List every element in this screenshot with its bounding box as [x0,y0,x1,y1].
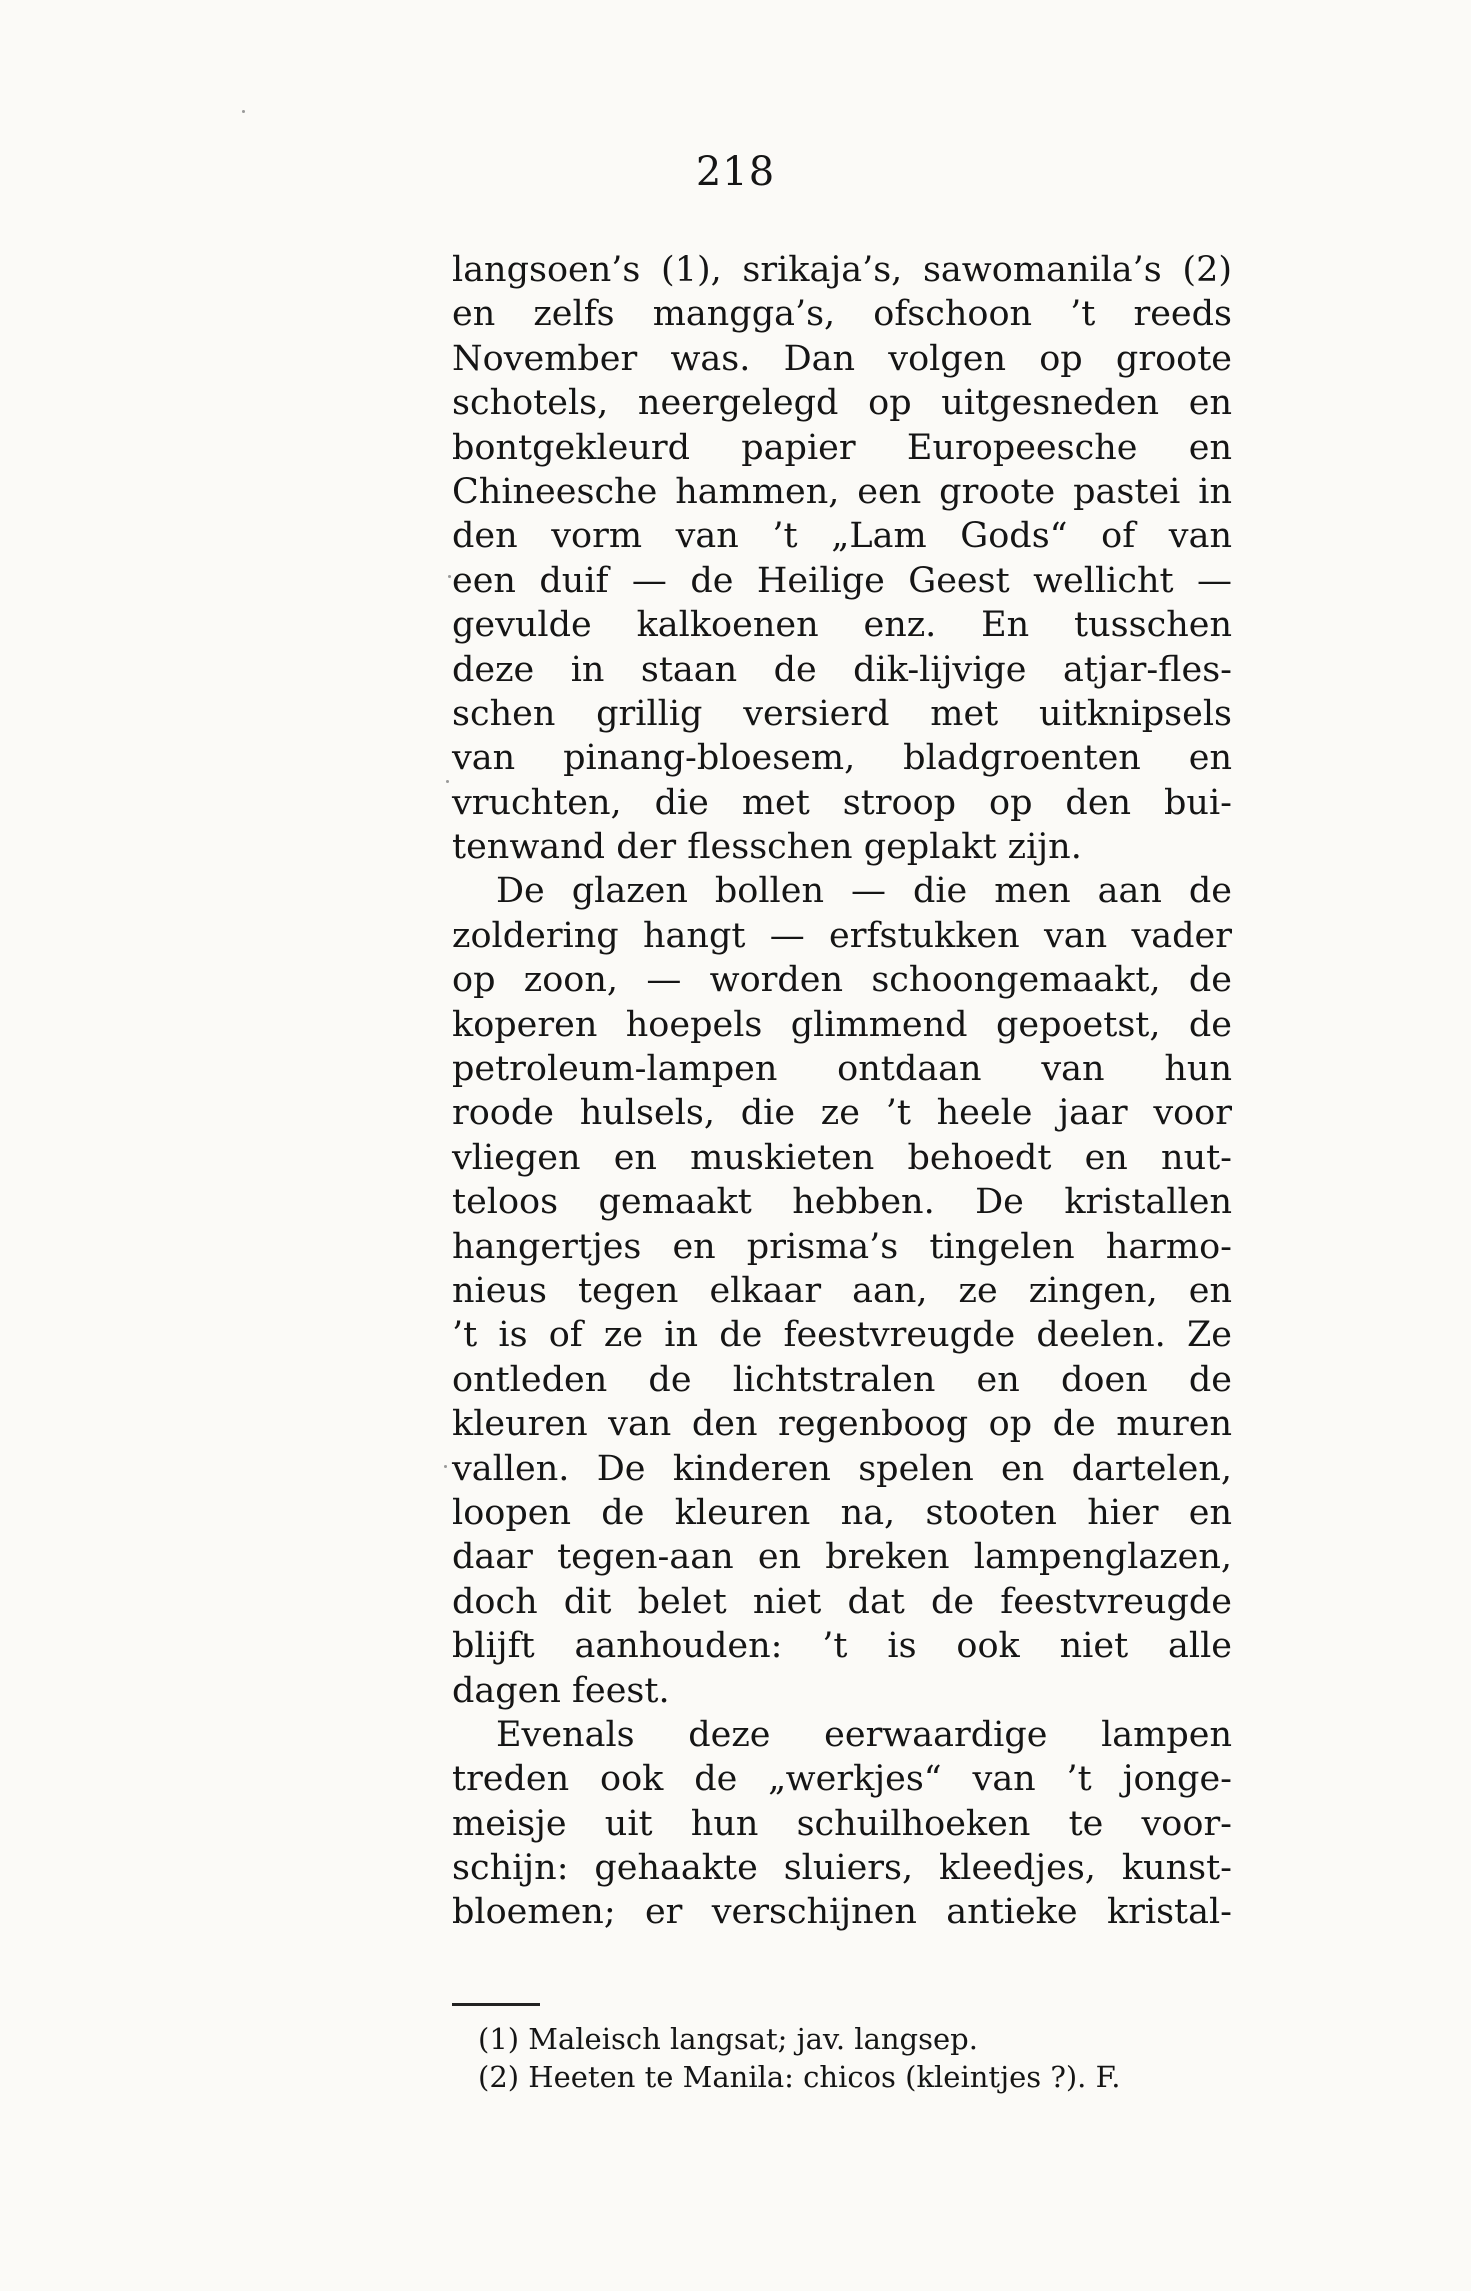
footnote-1: (1) Maleisch langsat; jav. langsep. [478,2022,978,2056]
text-line: loopen de kleuren na, stooten hier en [452,1492,1232,1533]
text-line: zoldering hangt — erfstukken van vader [452,915,1232,956]
text-line: van pinang-bloesem, bladgroenten en [452,738,1232,779]
text-line: deze in staan de dik-lijvige atjar-fles- [452,649,1232,690]
text-line: treden ook de „werkjes“ van ’t jonge- [452,1759,1232,1800]
text-line: bontgekleurd papier Europeesche en [452,427,1232,468]
paper-speck [444,1465,447,1468]
text-line: bloemen; er verschijnen antieke kristal- [452,1892,1232,1933]
text-line: gevulde kalkoenen enz. En tusschen [452,605,1232,646]
footnote-2: (2) Heeten te Manila: chicos (kleintjes ?). F. [478,2060,1121,2094]
text-line: kleuren van den regenboog op de muren [452,1404,1232,1445]
text-line: vruchten, die met stroop op den bui- [452,782,1232,823]
text-line: dagen feest. [452,1670,670,1711]
text-line: den vorm van ’t „Lam Gods“ of van [452,516,1232,557]
text-line: meisje uit hun schuilhoeken te voor- [452,1803,1232,1844]
text-line: roode hulsels, die ze ’t heele jaar voor [452,1093,1232,1134]
text-line: vliegen en muskieten behoedt en nut- [452,1137,1232,1178]
text-line: koperen hoepels glimmend gepoetst, de [452,1004,1232,1045]
text-line: doch dit belet niet dat de feestvreugde [452,1581,1232,1622]
text-line: vallen. De kinderen spelen en dartelen, [452,1448,1232,1489]
paper-speck [446,780,449,783]
text-line: op zoon, — worden schoongemaakt, de [452,960,1232,1001]
text-line: hangertjes en prisma’s tingelen harmo- [452,1226,1232,1267]
text-line: teloos gemaakt hebben. De kristallen [452,1182,1232,1223]
text-line: daar tegen-aan en breken lampenglazen, [452,1537,1232,1578]
text-line: De glazen bollen — die men aan de [496,871,1232,912]
text-line: ’t is of ze in de feestvreugde deelen. Ze [452,1315,1232,1356]
footnotes [478,2020,1248,2096]
text-line: langsoen’s (1), srikaja’s, sawomanila’s (2) [452,250,1232,290]
paper-speck [242,110,245,113]
text-line: schijn: gehaakte sluiers, kleedjes, kunst- [452,1848,1232,1889]
text-line: Chineesche hammen, een groote pastei in [452,471,1232,512]
text-line: petroleum-lampen ontdaan van hun [452,1049,1232,1090]
text-line: Evenals deze eerwaardige lampen [496,1714,1232,1755]
text-line: November was. Dan volgen op groote [452,338,1232,379]
footnote-divider [452,2003,540,2006]
text-line: tenwand der flesschen geplakt zijn. [452,827,1082,868]
text-line: schen grillig versierd met uitknipsels [452,693,1232,734]
paper-speck [448,575,451,578]
text-line: ontleden de lichtstralen en doen de [452,1359,1232,1400]
text-line: nieus tegen elkaar aan, ze zingen, en [452,1270,1232,1311]
text-line: blijft aanhouden: ’t is ook niet alle [452,1626,1232,1667]
text-line: een duif — de Heilige Geest wellicht — [452,560,1232,601]
body-text [452,248,1232,1935]
text-line: en zelfs mangga’s, ofschoon ’t reeds [452,294,1232,335]
page-number: 218 [695,149,776,195]
text-line: schotels, neergelegd op uitgesneden en [452,383,1232,424]
